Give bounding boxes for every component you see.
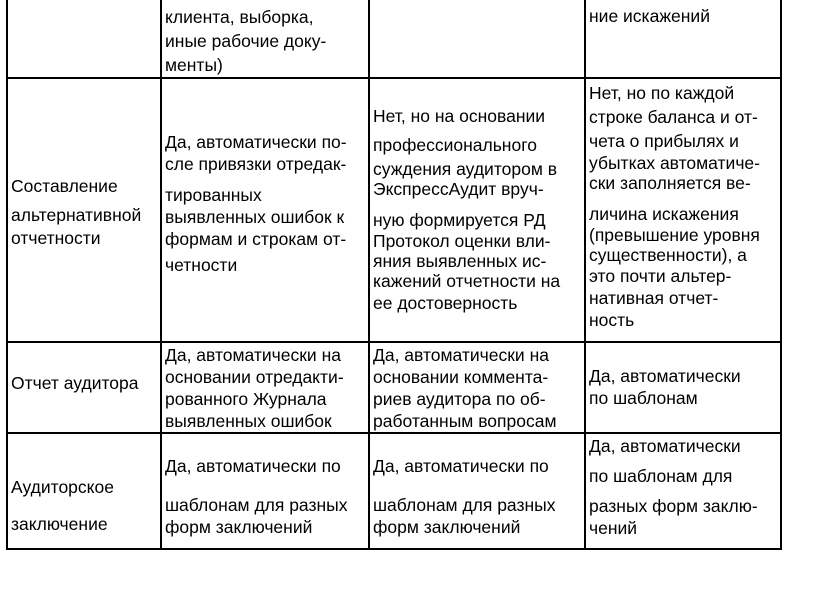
- table-cell: [7, 0, 161, 78]
- cell-line: тированных: [165, 185, 262, 205]
- cell-line: суждения аудитором в: [373, 159, 558, 179]
- cell-line: ную формируется РД: [373, 210, 546, 230]
- cell-line: кажений отчетности на: [373, 271, 561, 291]
- cell-line: ность: [589, 310, 635, 330]
- cell-line: разных форм заклю-: [589, 496, 758, 516]
- cell-line: строке баланса и от-: [589, 107, 758, 127]
- cell-line: Да, автоматически по-: [165, 132, 347, 152]
- cell-line: Да, автоматически на: [373, 345, 549, 365]
- table-cell: [7, 78, 161, 342]
- cell-line: заключение: [11, 514, 108, 534]
- cell-line: Составление: [11, 176, 118, 196]
- cell-line: ЭкспрессАудит вруч-: [373, 179, 544, 199]
- cell-line: сле привязки отредак-: [165, 154, 347, 174]
- table-cell: [585, 433, 781, 549]
- cell-line: ние искажений: [589, 6, 710, 26]
- table-row: [7, 78, 781, 342]
- cell-line: рованного Журнала: [165, 389, 327, 409]
- cell-line: профессионального: [373, 135, 537, 155]
- cell-line: Да, автоматически на: [165, 345, 341, 365]
- cell-line: (превышение уровня: [589, 225, 760, 245]
- table-row: [7, 342, 781, 433]
- cell-line: клиента, выборка,: [165, 7, 314, 27]
- cell-line: альтернативной: [11, 205, 142, 225]
- cell-line: чета о прибылях и: [589, 131, 739, 151]
- comparison-table: [6, 0, 782, 550]
- cell-line: по шаблонам для: [589, 466, 733, 486]
- cell-line: выявленных ошибок: [165, 411, 332, 431]
- cell-line: Протокол оценки вли-: [373, 231, 551, 251]
- table-cell: [161, 78, 369, 342]
- cell-line: Да, автоматически по: [165, 456, 341, 476]
- cell-line: существенности), а: [589, 245, 747, 265]
- table-cell: [7, 433, 161, 549]
- table-cell: [585, 78, 781, 342]
- table-cell: [369, 78, 585, 342]
- cell-line: Нет, но на основании: [373, 106, 546, 126]
- cell-line: четности: [165, 255, 238, 275]
- cell-line: шаблонам для разных: [373, 495, 556, 515]
- cell-line: ее достоверность: [373, 293, 518, 313]
- cell-line: это почти альтер-: [589, 266, 732, 286]
- cell-line: личина искажения: [589, 204, 739, 224]
- cell-line: работанным вопросам: [373, 411, 557, 431]
- cell-line: форм заключений: [165, 517, 313, 537]
- cell-line: Да, автоматически: [589, 436, 741, 456]
- cell-line: чений: [589, 518, 638, 538]
- cell-line: Аудиторское: [11, 477, 114, 497]
- cell-line: риев аудитора по об-: [373, 389, 546, 409]
- table-cell: [161, 342, 369, 433]
- table-cell: [161, 433, 369, 549]
- cell-line: выявленных ошибок к: [165, 207, 345, 227]
- cell-line: формам и строкам от-: [165, 229, 347, 249]
- table-cell: [369, 433, 585, 549]
- table-cell: [585, 342, 781, 433]
- table-row: [7, 433, 781, 549]
- cell-line: Да, автоматически по: [373, 456, 549, 476]
- cell-line: Отчет аудитора: [11, 373, 139, 393]
- table-cell: [585, 0, 781, 78]
- table-row: [7, 0, 781, 78]
- cell-line: иные рабочие доку-: [165, 31, 327, 51]
- table-cell: [161, 0, 369, 78]
- table-cell: [369, 0, 585, 78]
- cell-line: нативная отчет-: [589, 288, 719, 308]
- table-cell: [7, 342, 161, 433]
- table-cell: [369, 342, 585, 433]
- cell-line: менты): [165, 55, 223, 75]
- cell-line: яния выявленных ис-: [373, 251, 547, 271]
- cell-line: отчетности: [11, 228, 101, 248]
- cell-line: Нет, но по каждой: [589, 83, 735, 103]
- cell-line: основании отредакти-: [165, 367, 344, 387]
- cell-line: форм заключений: [373, 517, 521, 537]
- cell-line: Да, автоматически: [589, 366, 741, 386]
- cell-line: ски заполняется ве-: [589, 173, 751, 193]
- cell-line: по шаблонам: [589, 388, 698, 408]
- cell-line: шаблонам для разных: [165, 495, 348, 515]
- cell-line: основании коммента-: [373, 367, 549, 387]
- cell-line: убытках автоматиче-: [589, 153, 760, 173]
